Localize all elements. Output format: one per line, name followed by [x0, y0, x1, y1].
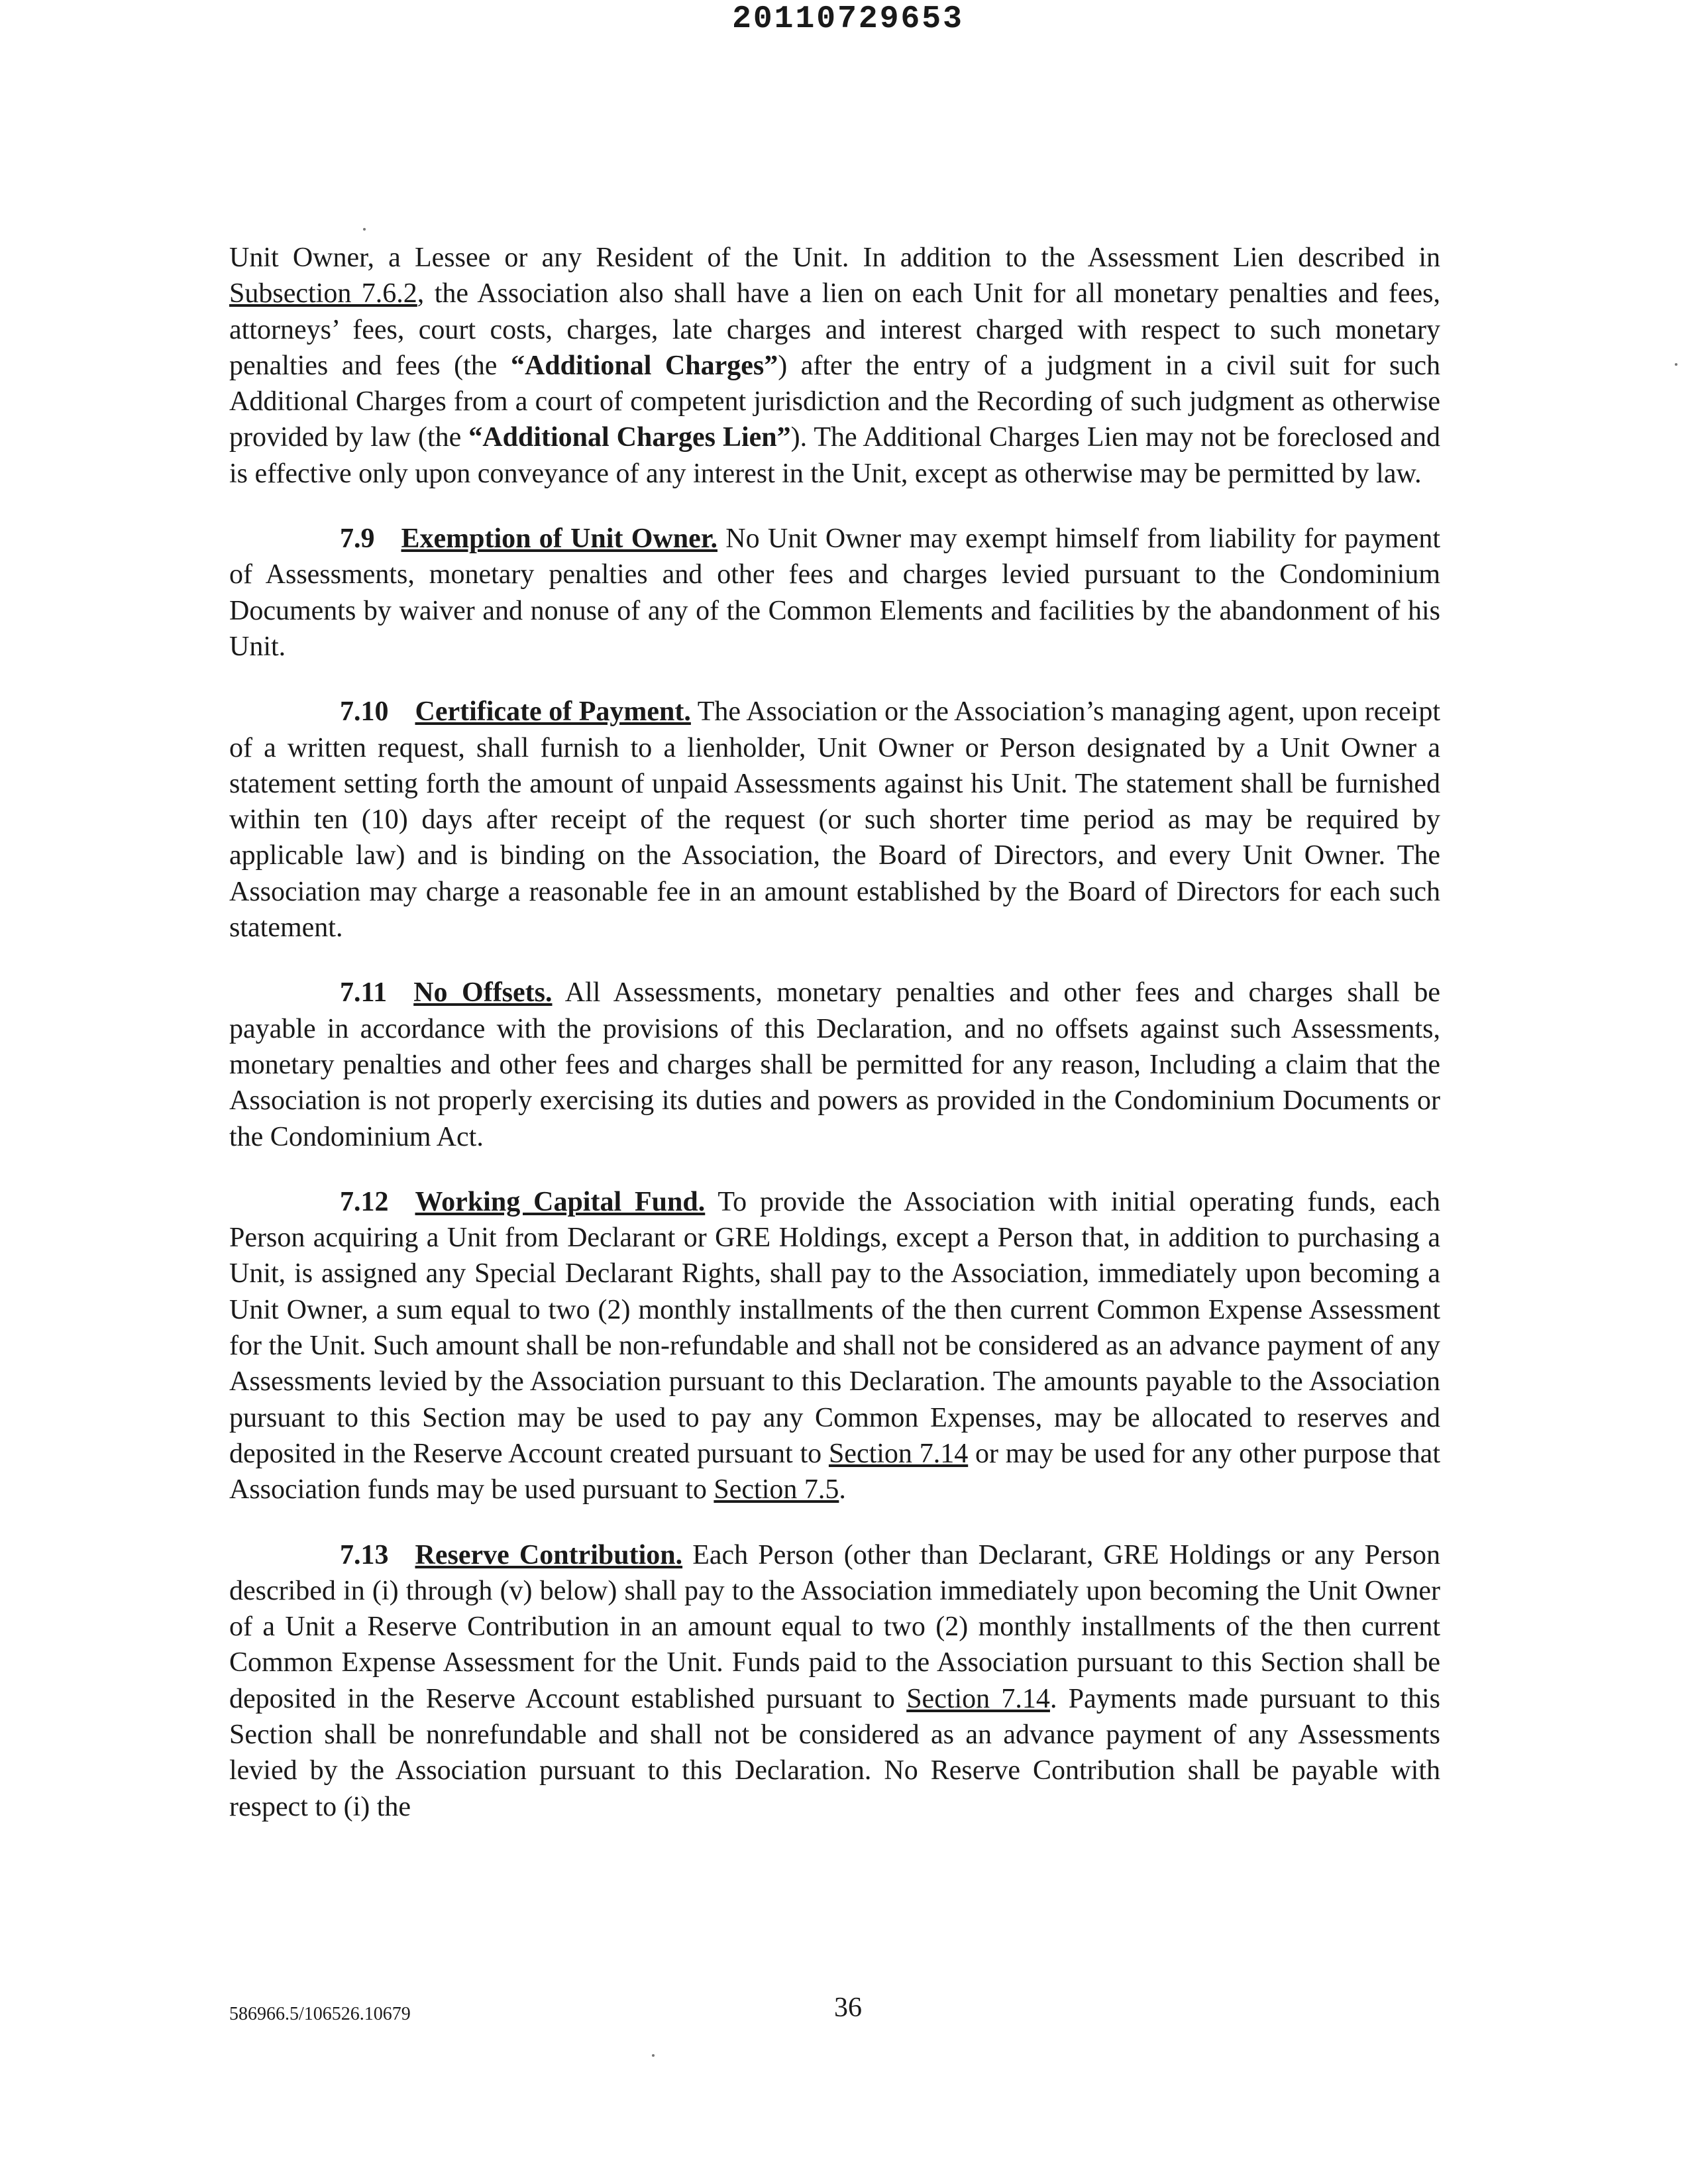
section-title: Exemption of Unit Owner.: [401, 523, 717, 555]
section-title: Certificate of Payment.: [415, 696, 691, 728]
continued-paragraph: [229, 240, 1440, 492]
section-text: No Unit Owner may exempt himself from liability for payment of Assessments, monetary penalties and other fees and charges levied pursuant to the Condominium Documents by waiver and nonuse of any of the Common Elements and facilities by the abandonment of his Unit.: [229, 523, 1440, 662]
section-reference: Section 7.14: [828, 1438, 969, 1469]
section-number: 7.12: [340, 1186, 389, 1217]
section-text: .: [839, 1474, 846, 1505]
section-title: Reserve Contribution.: [415, 1539, 683, 1570]
document-body: [229, 240, 1440, 1854]
section-7-10: [229, 694, 1440, 946]
scan-speck: [363, 228, 366, 231]
section-title: No Offsets.: [413, 977, 553, 1009]
section-7-12: [229, 1184, 1440, 1508]
section-reference: Section 7.14: [906, 1683, 1050, 1714]
section-number: 7.9: [340, 523, 375, 555]
section-text: To provide the Association with initial operating funds, each Person acquiring a Unit from Declarant or GRE Holdings, except a Person that, in addition to purchasing a Unit, is assigned any Special Declarant Rights, shall pay to the Association, immediately upon becoming a Unit Owner, a sum equal to two (2) monthly installments of the then current Common Expense Assessment for the Unit. Such amount shall be non-refundable and shall not be considered as an advance payment of any Assessments levied by the Association pursuant to this Declaration. The amounts payable to the Association pursuant to this Section may be used to pay any Common Expenses, may be allocated to reserves and deposited in the Reserve Account created pursuant to: [229, 1186, 1440, 1469]
text-run: Unit Owner, a Lessee or any Resident of the Unit. In addition to the Assessment Lien described in: [229, 243, 1440, 273]
section-title: Working Capital Fund.: [415, 1186, 706, 1217]
text-run: , the Association also shall have a lien on each Unit for all monetary penalties and fees, attorneys’ fees, court costs, charges, late charges and interest charged with respect to such monetary penalties and fees (the: [229, 278, 1441, 381]
section-text: All Assessments, monetary penalties and other fees and charges shall be payable in accordance with the provisions of this Declaration, and no offsets against such Assessments, monetary penalties and other fees and charges shall be permitted for any reason, Including a claim that the Association is not properly exercising its duties and powers as provided in the Condominium Documents or the Condominium Act.: [229, 977, 1440, 1152]
section-text: The Association or the Association’s managing agent, upon receipt of a written request, shall furnish to a lienholder, Unit Owner or Person designated by a Unit Owner a statement setting forth the amount of unpaid Assessments against his Unit. The statement shall be furnished within ten (10) days after receipt of the request (or such shorter time period as may be required by applicable law) and is binding on the Association, the Board of Directors, and every Unit Owner. The Association may charge a reasonable fee in an amount established by the Board of Directors for each such statement.: [229, 696, 1440, 944]
section-reference: Section 7.5: [714, 1474, 839, 1505]
defined-term: “Additional Charges Lien”: [468, 422, 791, 453]
text-run: ). The Additional Charges Lien may not be foreclosed and is effective only upon conveyance of any interest in the Unit, except as otherwise may be permitted by law.: [229, 422, 1440, 489]
page-number: 36: [834, 1993, 862, 2023]
section-number: 7.13: [340, 1539, 389, 1570]
document-id: 586966.5/106526.10679: [229, 2004, 411, 2024]
section-7-9: [229, 521, 1440, 665]
section-7-13: [229, 1537, 1440, 1825]
section-text: . Payments made pursuant to this Section shall be nonrefundable and shall not be considered as an advance payment of any Assessments levied by the Association pursuant to this Declaration. No Reserve Contribution shall be payable with respect to (i) the: [229, 1683, 1440, 1822]
subsection-reference: Subsection 7.6.2: [229, 278, 417, 309]
section-text: or may be used for any other purpose that Association funds may be used pursuant to: [229, 1438, 1440, 1505]
section-number: 7.11: [340, 977, 388, 1009]
text-run: ) after the entry of a judgment in a civil suit for such Additional Charges from a court of competent jurisdiction and the Recording of such judgment as otherwise provided by law (the: [229, 350, 1440, 453]
scan-speck: [652, 2054, 655, 2057]
defined-term: “Additional Charges”: [510, 350, 778, 381]
section-text: Each Person (other than Declarant, GRE Holdings or any Person described in (i) through (v) below) shall pay to the Association immediately upon becoming the Unit Owner of a Unit a Reserve Contribution in an amount equal to two (2) monthly installments of the then current Common Expense Assessment for the Unit. Funds paid to the Association pursuant to this Section shall be deposited in the Reserve Account established pursuant to: [229, 1539, 1440, 1714]
recording-number: 20110729653: [732, 1, 964, 37]
section-7-11: [229, 975, 1440, 1154]
scan-speck: [1675, 363, 1677, 366]
section-number: 7.10: [340, 696, 389, 728]
